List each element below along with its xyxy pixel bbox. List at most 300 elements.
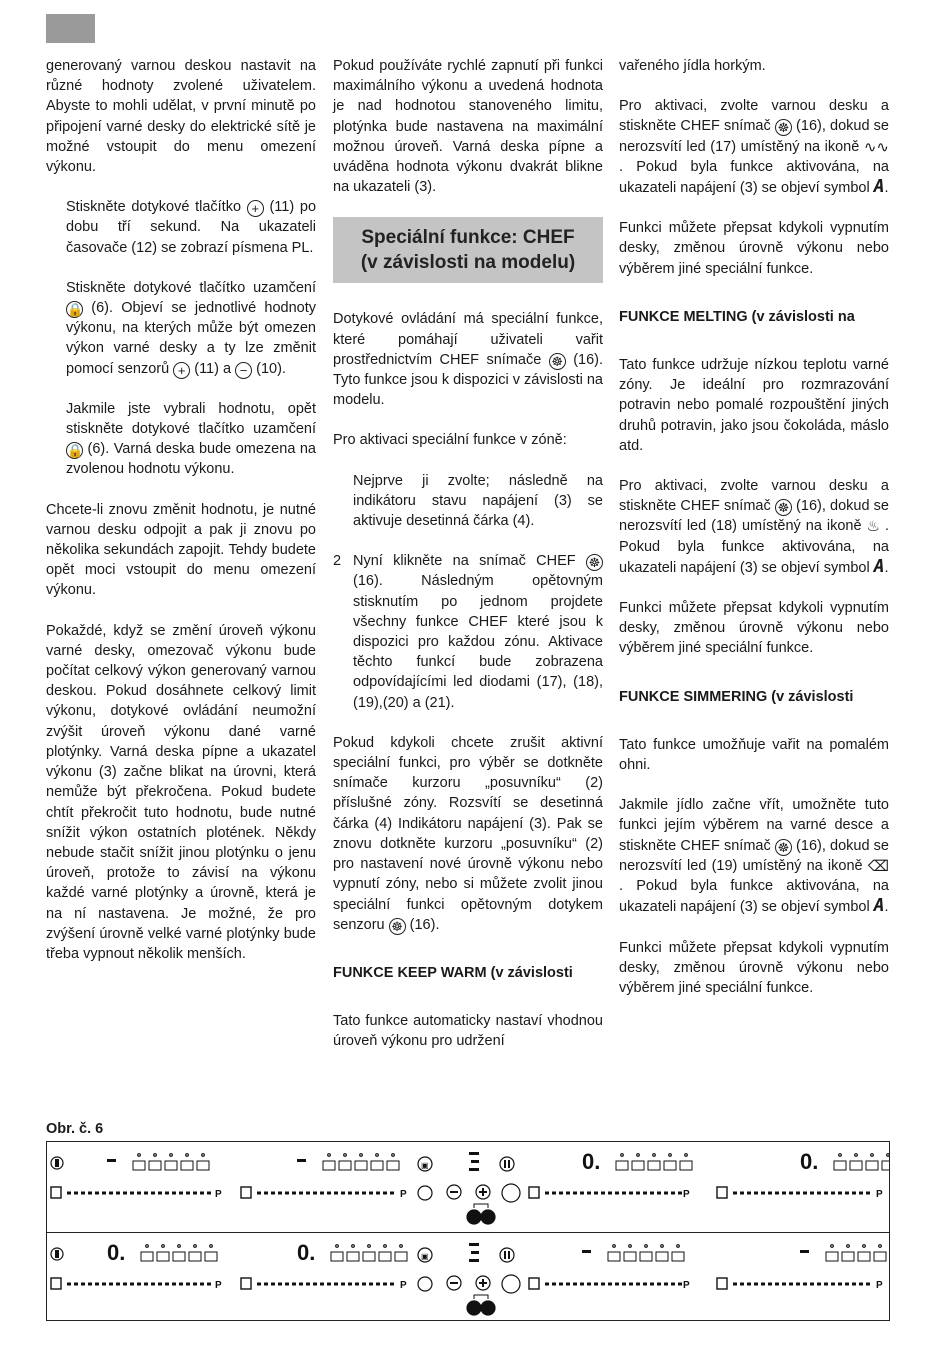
slider-segment (299, 1192, 303, 1195)
slider-segment (552, 1283, 556, 1286)
led-dot (186, 1154, 189, 1157)
slider-segment (740, 1192, 744, 1195)
power-led-box (656, 1252, 668, 1261)
text: (16), dokud se nerozsvítí led (18) umístěný na ikoně (619, 498, 889, 535)
text: . Pokud byla funkce aktivována, na ukazateli napájení (3) se objeví symbol (619, 878, 889, 916)
slider-start-icon (529, 1187, 539, 1198)
slider-segment (348, 1192, 352, 1195)
power-led-box (149, 1161, 161, 1170)
slider-segment (383, 1192, 387, 1195)
led-dot (392, 1154, 395, 1157)
slider-segment (313, 1283, 317, 1286)
slider-segment (566, 1192, 570, 1195)
text: Stiskněte dotykové tlačítko (66, 199, 242, 216)
slider-start-icon (241, 1278, 251, 1289)
slider-segment (552, 1192, 556, 1195)
power-led-box (339, 1161, 351, 1170)
power-led-box (826, 1252, 838, 1261)
slider-segment (768, 1192, 772, 1195)
slider-segment (158, 1192, 162, 1195)
slider-segment (796, 1283, 800, 1286)
slider-segment (824, 1192, 828, 1195)
slider-segment (327, 1192, 331, 1195)
led-dot (637, 1154, 640, 1157)
slider-end-label: P (683, 1280, 690, 1291)
slider-segment (88, 1283, 92, 1286)
column-3 (619, 56, 889, 1018)
slider-segment (271, 1192, 275, 1195)
slider-segment (186, 1192, 190, 1195)
power-icon-bar (55, 1159, 59, 1167)
slider-segment (775, 1192, 779, 1195)
power-led-box (664, 1161, 676, 1170)
slider-segment (257, 1283, 261, 1286)
power-led-box (882, 1161, 889, 1170)
paragraph: generovaný varnou deskou nastavit na různé hodnoty zvolené uživatelem. Abyste to mohli udělat, v první minutě po připojení varné desky do elektrické sítě je možné vstoupit do menu omezení výkonu. (46, 58, 316, 176)
slider-segment (313, 1192, 317, 1195)
minus-bar (450, 1282, 458, 1284)
slider-segment (852, 1283, 856, 1286)
text: (16). Tyto funkce jsou k dispozici v závislosti na modelu. (333, 351, 604, 409)
minus-bar (450, 1191, 458, 1193)
led-dot (629, 1245, 632, 1248)
led-dot (376, 1154, 379, 1157)
led-dot (368, 1245, 371, 1248)
slider-segment (636, 1192, 640, 1195)
paragraph: Funkci můžete přepsat kdykoli vypnutím desky, změnou úrovně výkonu nebo výběrem jiné speciální funkce. (619, 939, 889, 996)
slider-segment (306, 1283, 310, 1286)
slider-segment (355, 1192, 359, 1195)
slider-segment (355, 1283, 359, 1286)
pause-bar (508, 1160, 510, 1168)
power-led-box (858, 1252, 870, 1261)
paragraph: Tato funkce udržuje nízkou teplotu varné zóny. Je ideální pro rozmrazování potravin nebo pomalé rozpouštění jiných druhů potravin, jako jsou čokoláda, máslo atd. (619, 357, 889, 454)
led-dot (887, 1154, 889, 1157)
power-led-box (205, 1252, 217, 1261)
chef-icon (418, 1277, 432, 1291)
symbol-a: A (873, 895, 885, 917)
figure-divider (47, 1232, 889, 1233)
slider-segment (200, 1283, 204, 1286)
slider-segment (601, 1192, 605, 1195)
slider-segment (831, 1283, 835, 1286)
paragraph (46, 197, 316, 258)
slider-segment (845, 1192, 849, 1195)
slider-segment (671, 1283, 675, 1286)
slider-segment (285, 1283, 289, 1286)
chef-icon: ☸ (586, 554, 603, 571)
lock-glyph: ▣ (421, 1252, 429, 1261)
power-led-box (608, 1252, 620, 1261)
pause-bar (504, 1160, 506, 1168)
slider-end-label: P (683, 1189, 690, 1200)
slider-segment (733, 1192, 737, 1195)
slider-segment (622, 1283, 626, 1286)
section-heading: FUNKCE MELTING (v závislosti na (619, 308, 855, 325)
paragraph: Pokaždé, když se změní úroveň výkonu varné desky, omezovač výkonu bude počítat celkový výkon generovaný varnou deskou. Pokud dosáhnete celkový limit výkonu, dotykové ovládání neumožní zvýšit úroveň výkonu dané varné plotýnky. Varná deska pípne a ukazatel výkonu (3) začne blikat na úrovni, která nemůže být překročena. Pokud budete chtít překročit tuto hodnotu, bude nutné snížit výkon ostatních plotének. Někdy nebude stačit snížit jinou plotýnku o jenu úroveň, protože to závisí na výkonu každé varné plotýnky a úrovně, která je na ní nastavena. Je možné, že pro zvýšení úrovně velké varné plotýnky bude třeba vypnout několik menších. (46, 622, 316, 962)
power-display-value: 0. (297, 1240, 316, 1265)
control-panel-diagram (47, 1142, 889, 1320)
slider-segment (179, 1192, 183, 1195)
power-led-box (680, 1161, 692, 1170)
chef-icon (418, 1186, 432, 1200)
led-dot (400, 1245, 403, 1248)
slider-segment (664, 1192, 668, 1195)
slider-segment (831, 1192, 835, 1195)
slider-segment (559, 1192, 563, 1195)
slider-segment (193, 1192, 197, 1195)
slider-segment (165, 1283, 169, 1286)
power-display-value: 0. (800, 1149, 819, 1174)
key-lock-bracket (474, 1204, 488, 1208)
slider-start-icon (51, 1278, 61, 1289)
slider-segment (130, 1283, 134, 1286)
key-lock-icon (467, 1301, 481, 1315)
slider-segment (768, 1283, 772, 1286)
slider-segment (348, 1283, 352, 1286)
power-led-box (379, 1252, 391, 1261)
led-dot (194, 1245, 197, 1248)
slider-end-label: P (876, 1280, 883, 1291)
power-led-box (387, 1161, 399, 1170)
slider-segment (193, 1283, 197, 1286)
slider-segment (327, 1283, 331, 1286)
slider-segment (334, 1283, 338, 1286)
led-dot (154, 1154, 157, 1157)
power-led-box (181, 1161, 193, 1170)
paragraph: Tato funkce automaticky nastaví vhodnou úroveň výkonu pro udržení (333, 1013, 603, 1050)
symbol-a: A (873, 555, 885, 577)
slider-segment (866, 1283, 870, 1286)
slider-segment (74, 1192, 78, 1195)
power-led-box (157, 1252, 169, 1261)
timer-bar (469, 1152, 479, 1155)
slider-segment (650, 1192, 654, 1195)
slider-segment (761, 1283, 765, 1286)
led-dot (352, 1245, 355, 1248)
figure-caption: Obr. č. 6 (46, 1121, 104, 1137)
slider-segment (643, 1283, 647, 1286)
led-dot (661, 1245, 664, 1248)
slider-segment (278, 1283, 282, 1286)
text: Nyní klikněte na snímač CHEF (353, 553, 576, 570)
power-led-box (165, 1161, 177, 1170)
slider-end-label: P (400, 1280, 407, 1291)
slider-segment (109, 1283, 113, 1286)
slider-segment (137, 1192, 141, 1195)
text: (16). Následným opětovným stisknutím po jednom projdete všechny funkce CHEF které jsou k dispozici pro každou zónu. Aktivace těchto funkcí bude zobrazena odpovídajícími led diodami (17), (18), (19),(20) a (21). (353, 573, 603, 711)
slider-segment (299, 1283, 303, 1286)
slider-segment (341, 1283, 345, 1286)
slider-segment (369, 1283, 373, 1286)
slider-segment (838, 1192, 842, 1195)
text: (16), dokud se nerozsvítí led (17) umístěný na ikoně (619, 118, 889, 155)
led-dot (645, 1245, 648, 1248)
paragraph: Funkci můžete přepsat kdykoli vypnutím desky, změnou úrovně výkonu nebo výběrem jiné speciální funkce. (619, 220, 889, 277)
slider-segment (643, 1192, 647, 1195)
slider-segment (803, 1192, 807, 1195)
slider-end-label: P (215, 1280, 222, 1291)
slider-segment (594, 1283, 598, 1286)
slider-segment (747, 1192, 751, 1195)
led-dot (336, 1245, 339, 1248)
led-dot (847, 1245, 850, 1248)
slider-start-icon (717, 1187, 727, 1198)
slider-segment (678, 1192, 682, 1195)
slider-start-icon (529, 1278, 539, 1289)
timer-bar (471, 1160, 479, 1163)
slider-start-icon (241, 1187, 251, 1198)
power-led-box (189, 1252, 201, 1261)
slider-segment (615, 1283, 619, 1286)
text: Jakmile jste vybrali hodnotu, opět stiskněte dotykové tlačítko uzamčení (66, 400, 316, 438)
slider-segment (615, 1192, 619, 1195)
power-led-box (648, 1161, 660, 1170)
text: . (884, 559, 889, 576)
slider-segment (608, 1192, 612, 1195)
slider-segment (803, 1283, 807, 1286)
slider-segment (390, 1192, 394, 1195)
slider-end-label: P (400, 1189, 407, 1200)
text: Pro aktivaci, zvolte varnou desku a stiskněte CHEF snímač (619, 98, 889, 135)
power-led-box (331, 1252, 343, 1261)
slider-segment (376, 1192, 380, 1195)
slider-segment (636, 1283, 640, 1286)
text: . (884, 899, 889, 916)
slider-segment (144, 1192, 148, 1195)
slider-segment (761, 1192, 765, 1195)
slider-segment (587, 1283, 591, 1286)
chef-icon: ☸ (775, 119, 792, 136)
led-dot (202, 1154, 205, 1157)
power-led-box (672, 1252, 684, 1261)
led-dot (685, 1154, 688, 1157)
paragraph (619, 96, 889, 198)
slider-segment (852, 1192, 856, 1195)
power-led-box (834, 1161, 846, 1170)
power-icon-bar (55, 1250, 59, 1258)
text: (10). (256, 360, 286, 377)
slider-segment (369, 1192, 373, 1195)
slider-segment (292, 1283, 296, 1286)
timer-bar (469, 1168, 479, 1171)
power-led-box (363, 1252, 375, 1261)
slider-segment (573, 1192, 577, 1195)
slider-end-label: P (876, 1189, 883, 1200)
column-2 (333, 56, 603, 1072)
paragraph (333, 733, 603, 935)
slider-segment (292, 1192, 296, 1195)
power-led-box (632, 1161, 644, 1170)
chef-icon: ☸ (549, 353, 566, 370)
text: (16). (409, 916, 440, 933)
step-number: 2 (333, 553, 342, 570)
led-dot (621, 1154, 624, 1157)
slider-segment (859, 1192, 863, 1195)
text: Dotykové ovládání má speciální funkce, které pomáhají uživateli vařit prostřednictvím CHEF snímače (333, 311, 603, 368)
slider-segment (580, 1192, 584, 1195)
slider-segment (747, 1283, 751, 1286)
slider-segment (320, 1283, 324, 1286)
slider-segment (264, 1192, 268, 1195)
slider-segment (657, 1283, 661, 1286)
text: . Pokud byla funkce aktivována, na ukazateli napájení (3) se objeví symbol (619, 518, 889, 576)
led-dot (855, 1154, 858, 1157)
heading-line: Speciální funkce: CHEF (361, 227, 575, 249)
paragraph: Chcete-li znovu změnit hodnotu, je nutné varnou desku odpojit a pak ji znovu po několika sekundách zapojit. Tehdy budete opět moci vstoupit do menu omezení výkonu. (46, 501, 316, 599)
slider-segment (782, 1192, 786, 1195)
paragraph: Funkci můžete přepsat kdykoli vypnutím desky, změnou úrovně výkonu nebo výběrem jiné speciální funkce. (619, 600, 889, 657)
slider-segment (88, 1192, 92, 1195)
power-display-dash (297, 1159, 306, 1162)
led-dot (653, 1154, 656, 1157)
led-dot (863, 1245, 866, 1248)
text: Pro aktivaci, zvolte varnou desku a stiskněte CHEF snímač (619, 478, 889, 515)
slider-segment (320, 1192, 324, 1195)
slider-segment (362, 1283, 366, 1286)
paragraph: vařeného jídla horkým. (619, 58, 766, 74)
paragraph: Pokud používáte rychlé zapnutí při funkci maximálního výkonu a uvedená hodnota je nad hodnotou stanoveného limitu, plotýnka bude nastavena na maximální možnou úroveň. Varná deska pípne a uváděna hodnota výkonu dvakrát blikne na ukazateli (3). (333, 58, 603, 196)
slider-segment (580, 1283, 584, 1286)
power-display-dash (107, 1159, 116, 1162)
plus-icon: + (173, 362, 190, 379)
timer-bar (469, 1243, 479, 1246)
text: (16), dokud se nerozsvítí led (19) umístěný na ikoně (619, 837, 889, 874)
power-led-box (323, 1161, 335, 1170)
slider-segment (629, 1192, 633, 1195)
plus-bar-v (482, 1279, 484, 1287)
slider-segment (733, 1283, 737, 1286)
slider-start-icon (51, 1187, 61, 1198)
lock-icon: 🔒 (67, 302, 84, 318)
key-lock-icon (481, 1210, 495, 1224)
lock-icon: 🔒 (67, 443, 84, 459)
slider-segment (116, 1192, 120, 1195)
slider-segment (657, 1192, 661, 1195)
led-dot (162, 1245, 165, 1248)
slider-segment (810, 1283, 814, 1286)
slider-start-icon (717, 1278, 727, 1289)
led-dot (170, 1154, 173, 1157)
slider-segment (102, 1283, 106, 1286)
text: (11) po dobu tří sekund. Na ukazateli časovače (12) se zobrazí písmena PL. (66, 199, 317, 256)
slider-segment (257, 1192, 261, 1195)
led-dot (839, 1154, 842, 1157)
power-led-box (355, 1161, 367, 1170)
key-lock-bracket (474, 1295, 488, 1299)
led-dot (831, 1245, 834, 1248)
slider-segment (754, 1192, 758, 1195)
slider-segment (587, 1192, 591, 1195)
slider-segment (207, 1283, 211, 1286)
led-dot (879, 1245, 882, 1248)
heading-line: (v závislosti na modelu) (360, 252, 576, 274)
slider-segment (545, 1283, 549, 1286)
slider-segment (179, 1283, 183, 1286)
control-panel-figure (46, 1141, 890, 1321)
slider-segment (151, 1283, 155, 1286)
paragraph (619, 795, 889, 917)
led-dot (384, 1245, 387, 1248)
slider-segment (158, 1283, 162, 1286)
slider-segment (594, 1192, 598, 1195)
paragraph: Nejprve ji zvolte; následně na indikátoru stavu napájení (3) se aktivuje desetinná čárka (4). (353, 472, 603, 530)
key-lock-icon (467, 1210, 481, 1224)
slider-segment (664, 1283, 668, 1286)
slider-segment (264, 1283, 268, 1286)
slider-segment (67, 1283, 71, 1286)
text: Stiskněte dotykové tlačítko uzamčení (66, 279, 316, 296)
minus-icon: − (235, 362, 252, 379)
slider-segment (559, 1283, 563, 1286)
slider-segment (123, 1192, 127, 1195)
power-led-box (141, 1252, 153, 1261)
slider-segment (207, 1192, 211, 1195)
slider-segment (390, 1283, 394, 1286)
slider-segment (95, 1192, 99, 1195)
slider-segment (622, 1192, 626, 1195)
power-led-box (842, 1252, 854, 1261)
power-display-dash (800, 1250, 809, 1253)
paragraph (333, 309, 603, 410)
slider-segment (601, 1283, 605, 1286)
keep-warm-icon: ∿∿ (863, 138, 889, 156)
simmering-pot-icon: ⌫ (867, 857, 889, 875)
pause-icon (500, 1248, 514, 1262)
slider-segment (81, 1283, 85, 1286)
led-dot (138, 1154, 141, 1157)
paragraph: Tato funkce umožňuje vařit na pomalém ohni. (619, 736, 889, 774)
slider-segment (845, 1283, 849, 1286)
power-display-dash (582, 1250, 591, 1253)
timer-bar (471, 1251, 479, 1254)
timer-dial-icon (502, 1184, 520, 1202)
power-led-box (616, 1161, 628, 1170)
paragraph (46, 278, 316, 379)
slider-segment (271, 1283, 275, 1286)
slider-segment (109, 1192, 113, 1195)
slider-segment (789, 1192, 793, 1195)
symbol-a: A (873, 176, 885, 198)
led-dot (178, 1245, 181, 1248)
plus-bar-v (482, 1188, 484, 1196)
section-heading: FUNKCE SIMMERING (v závislosti (619, 688, 854, 705)
chef-icon: ☸ (389, 918, 406, 935)
power-led-box (866, 1161, 878, 1170)
text: . (884, 180, 889, 197)
slider-segment (165, 1192, 169, 1195)
slider-segment (859, 1283, 863, 1286)
led-dot (146, 1245, 149, 1248)
slider-segment (573, 1283, 577, 1286)
page-header-tab (46, 14, 95, 43)
plus-icon: + (247, 200, 264, 217)
slider-segment (629, 1283, 633, 1286)
slider-segment (172, 1283, 176, 1286)
pause-icon (500, 1157, 514, 1171)
led-dot (677, 1245, 680, 1248)
slider-segment (137, 1283, 141, 1286)
chef-icon: ☸ (775, 839, 792, 856)
section-heading-chef (333, 217, 603, 283)
power-led-box (850, 1161, 862, 1170)
power-led-box (624, 1252, 636, 1261)
slider-segment (74, 1283, 78, 1286)
slider-segment (566, 1283, 570, 1286)
numbered-paragraph (333, 551, 603, 713)
lock-glyph: ▣ (421, 1161, 429, 1170)
slider-segment (151, 1192, 155, 1195)
